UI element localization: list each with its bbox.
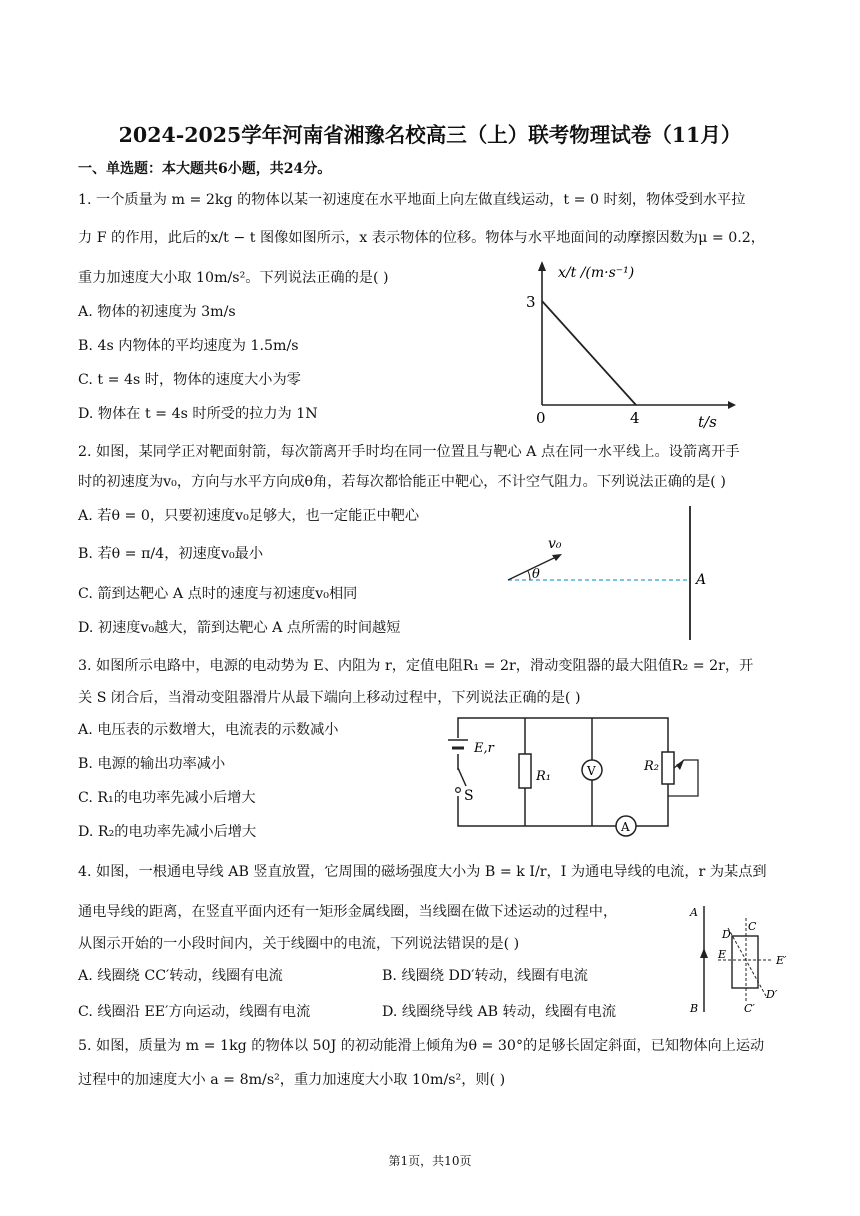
q1-line1: 1. 一个质量为 m = 2kg 的物体以某一初速度在水平地面上向左做直线运动，t = 0 时刻，物体受到水平拉 (78, 192, 746, 208)
q2-option-a: A. 若θ = 0，只要初速度v₀足够大，也一定能正中靶心 (78, 508, 420, 524)
q4-line2: 通电导线的距离，在竖直平面内还有一矩形金属线圈，当线圈在做下述运动的过程中， (78, 904, 618, 920)
q4-option-c: C. 线圈沿 EE′方向运动，线圈有电流 (78, 1004, 311, 1020)
q1-graph-y0: 3 (526, 293, 536, 311)
q2-v0-label: v₀ (548, 536, 562, 552)
q1-graph-origin: 0 (536, 409, 546, 427)
q4-line1: 4. 如图，一根通电导线 AB 竖直放置，它周围的磁场强度大小为 B = k I/r，I 为通电导线的电流，r 为某点到 (78, 864, 767, 880)
q4-option-b: B. 线圈绕 DD′转动，线圈有电流 (382, 968, 588, 984)
q2-figure (500, 500, 730, 645)
q4-label-dp: D′ (766, 988, 778, 1001)
q3-circuit (440, 708, 720, 840)
q3-line1: 3. 如图所示电路中，电源的电动势为 E、内阻为 r，定值电阻R₁ = 2r，滑动变阻器的最大阻值R₂ = 2r，开 (78, 658, 754, 674)
q1-graph-xlabel: t/s (698, 413, 717, 431)
q3-r2-label: R₂ (644, 759, 659, 774)
q3-option-b: B. 电源的输出功率减小 (78, 756, 226, 772)
q2-option-d: D. 初速度v₀越大，箭到达靶心 A 点所需的时间越短 (78, 620, 401, 636)
exam-title: 2024-2025学年河南省湘豫名校高三（上）联考物理试卷（11月） (118, 123, 742, 147)
section-heading: 一、单选题：本大题共6小题，共24分。 (78, 161, 332, 177)
q2-line2: 时的初速度为v₀，方向与水平方向成θ角，若每次都恰能正中靶心，不计空气阻力。下列说法正确的是( ) (78, 474, 726, 490)
q1-line2: 力 F 的作用，此后的x/t − t 图像如图所示，x 表示物体的位移。物体与水平地面间的动摩擦因数为μ = 0.2， (78, 230, 765, 246)
q1-option-d: D. 物体在 t = 4s 时所受的拉力为 1N (78, 406, 318, 422)
q3-line2: 关 S 闭合后，当滑动变阻器滑片从最下端向上移动过程中，下列说法正确的是( ) (78, 690, 581, 706)
q1-option-a: A. 物体的初速度为 3m/s (78, 304, 236, 320)
q3-voltmeter-label: V (587, 764, 596, 778)
q4-option-a: A. 线圈绕 CC′转动，线圈有电流 (78, 968, 283, 984)
q2-option-c: C. 箭到达靶心 A 点时的速度与初速度v₀相同 (78, 586, 358, 602)
q1-graph-ylabel: x/t /(m·s⁻¹) (558, 265, 635, 281)
q3-r1-label: R₁ (536, 769, 551, 784)
q4-label-e: E (718, 948, 727, 961)
page-footer: 第1页，共10页 (388, 1154, 472, 1168)
q4-label-d: D (722, 928, 731, 941)
q4-figure (684, 898, 804, 1018)
q2-target-label: A (696, 572, 707, 588)
q4-label-c: C (748, 920, 757, 933)
q5-line1: 5. 如图，质量为 m = 1kg 的物体以 50J 的初动能滑上倾角为θ = 30°的足够长固定斜面，已知物体向上运动 (78, 1038, 765, 1054)
q4-label-ep: E′ (776, 954, 787, 967)
q1-graph (500, 255, 740, 435)
q1-graph-x1: 4 (630, 409, 640, 427)
q1-option-b: B. 4s 内物体的平均速度为 1.5m/s (78, 338, 299, 354)
q2-theta-label: θ (532, 567, 540, 582)
q4-label-b: B (690, 1002, 699, 1015)
q4-label-a: A (690, 906, 698, 919)
q3-option-c: C. R₁的电功率先减小后增大 (78, 790, 256, 806)
q3-option-a: A. 电压表的示数增大，电流表的示数减小 (78, 722, 339, 738)
q4-label-cp: C′ (744, 1002, 755, 1015)
q1-line3: 重力加速度大小取 10m/s²。下列说法正确的是( ) (78, 270, 389, 286)
q2-option-b: B. 若θ = π/4，初速度v₀最小 (78, 546, 264, 562)
q1-option-c: C. t = 4s 时，物体的速度大小为零 (78, 372, 301, 388)
q3-ammeter-label: A (621, 820, 630, 834)
q3-switch-label: S (464, 788, 474, 804)
q4-option-d: D. 线圈绕导线 AB 转动，线圈有电流 (382, 1004, 617, 1020)
q5-line2: 过程中的加速度大小 a = 8m/s²，重力加速度大小取 10m/s²，则( ) (78, 1072, 506, 1088)
q4-line3: 从图示开始的一小段时间内，关于线圈中的电流，下列说法错误的是( ) (78, 936, 520, 952)
q3-battery-label: E,r (474, 741, 494, 756)
q2-line1: 2. 如图，某同学正对靶面射箭，每次箭离开手时均在同一位置且与靶心 A 点在同一水平线上。设箭离开手 (78, 444, 740, 460)
q3-option-d: D. R₂的电功率先减小后增大 (78, 824, 257, 840)
